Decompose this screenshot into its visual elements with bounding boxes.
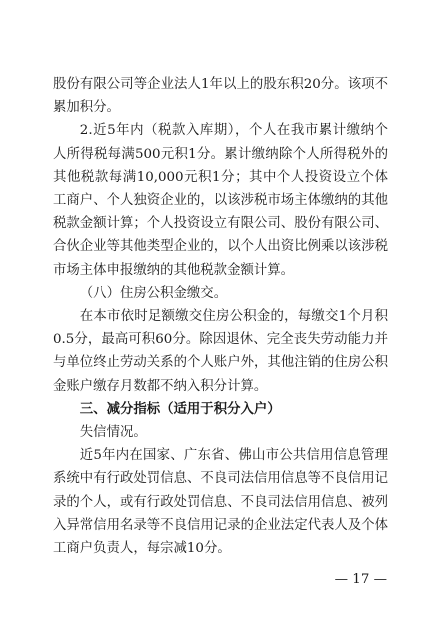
paragraph-tax-points: 2.近5年内（税款入库期），个人在我市累计缴纳个人所得税每满500元积1分。累计缴纳除个人所得税外的其他税款每满10,000元积1分；其中个人投资设立个体工商户、个人独资企业的，以该涉税市场主体缴纳的其他税款金额计算；个人投资设立有限公司、股份有限公司、合伙企业等其他类型企业的，以个人出资比例乘以该涉税市场主体申报缴纳的其他税款金额计算。 bbox=[53, 123, 388, 278]
document-body bbox=[53, 73, 388, 560]
section-housing-fund-title: （八）住房公积金缴交。 bbox=[79, 285, 228, 301]
paragraph-credit-deduction: 近5年内在国家、广东省、佛山市公共信用信息管理系统中有行政处罚信息、不良司法信用信息等不良信用记录的个人，或有行政处罚信息、不良司法信用信息、被列入异常信用名录等不良信用记录的企业法定代表人及个体工商户负责人，每宗减10分。 bbox=[53, 448, 388, 557]
paragraph-housing-fund: 在本市依时足额缴交住房公积金的，每缴交1个月积0.5分，最高可积60分。除因退休、完全丧失劳动能力并与单位终止劳动关系的个人账户外，其他注销的住房公积金账户缴存月数都不纳入积分计算。 bbox=[53, 309, 388, 394]
section-credit-title: 失信情况。 bbox=[79, 425, 147, 441]
section-deduction-heading: 三、减分指标（适用于积分入户） bbox=[79, 401, 281, 417]
paragraph-shareholder-points: 股份有限公司等企业法人1年以上的股东积20分。该项不累加积分。 bbox=[53, 77, 388, 116]
page-number: — 17 — bbox=[334, 572, 387, 587]
